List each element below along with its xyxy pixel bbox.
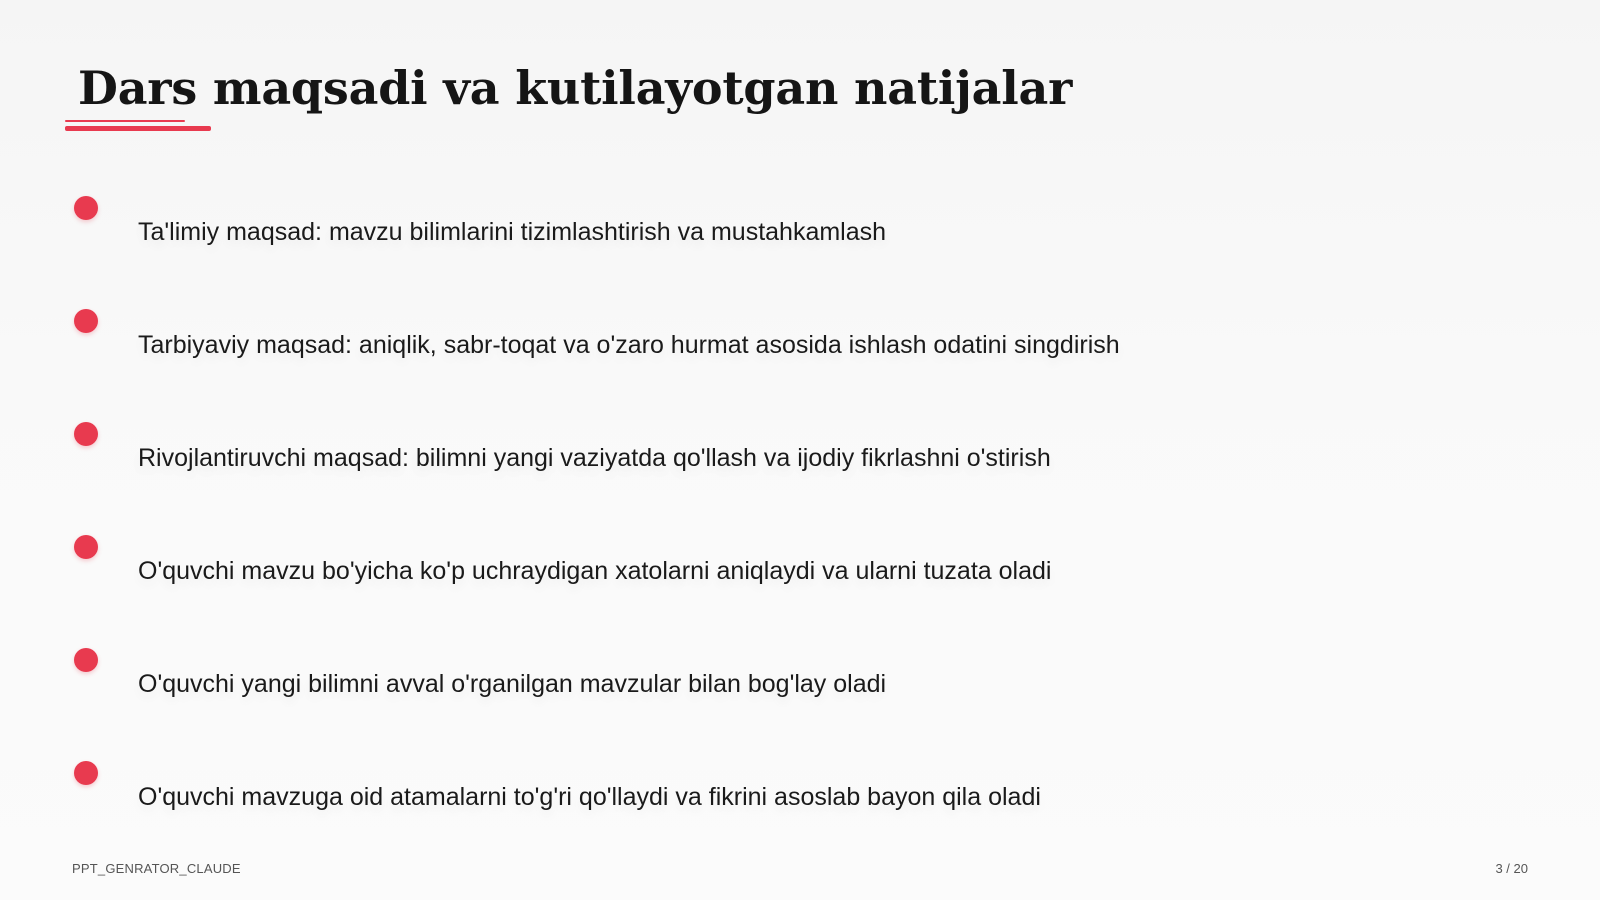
bullet-item-4: [0, 535, 1600, 615]
bullet-item-6: [0, 761, 1600, 841]
bullet-text: Rivojlantiruvchi maqsad: bilimni yangi vaziyatda qo'llash va ijodiy fikrlashni o'stirish: [138, 444, 1051, 472]
bullet-item-2: [0, 309, 1600, 389]
bullet-dot-icon: [74, 535, 98, 559]
bullet-dot-icon: [74, 648, 98, 672]
footer-source-label: PPT_GENRATOR_CLAUDE: [72, 861, 241, 876]
bullet-dot-icon: [74, 309, 98, 333]
bullet-item-5: [0, 648, 1600, 728]
bullet-dot-icon: [74, 422, 98, 446]
bullet-text: O'quvchi mavzu bo'yicha ko'p uchraydigan xatolarni aniqlaydi va ularni tuzata oladi: [138, 557, 1052, 585]
bullet-text: Tarbiyaviy maqsad: aniqlik, sabr-toqat va o'zaro hurmat asosida ishlash odatini singdirish: [138, 331, 1120, 359]
bullet-text: O'quvchi yangi bilimni avval o'rganilgan mavzular bilan bog'lay oladi: [138, 670, 887, 698]
bullet-text: Ta'limiy maqsad: mavzu bilimlarini tizimlashtirish va mustahkamlash: [138, 218, 887, 246]
bullet-text: O'quvchi mavzuga oid atamalarni to'g'ri qo'llaydi va fikrini asoslab bayon qila oladi: [138, 783, 1041, 811]
slide-title: Dars maqsadi va kutilayotgan natijalar: [78, 61, 1073, 115]
footer-page-indicator: 3 / 20: [1495, 861, 1528, 876]
bullet-dot-icon: [74, 761, 98, 785]
bullet-dot-icon: [74, 196, 98, 220]
bullet-item-1: [0, 196, 1600, 276]
bullet-item-3: [0, 422, 1600, 502]
